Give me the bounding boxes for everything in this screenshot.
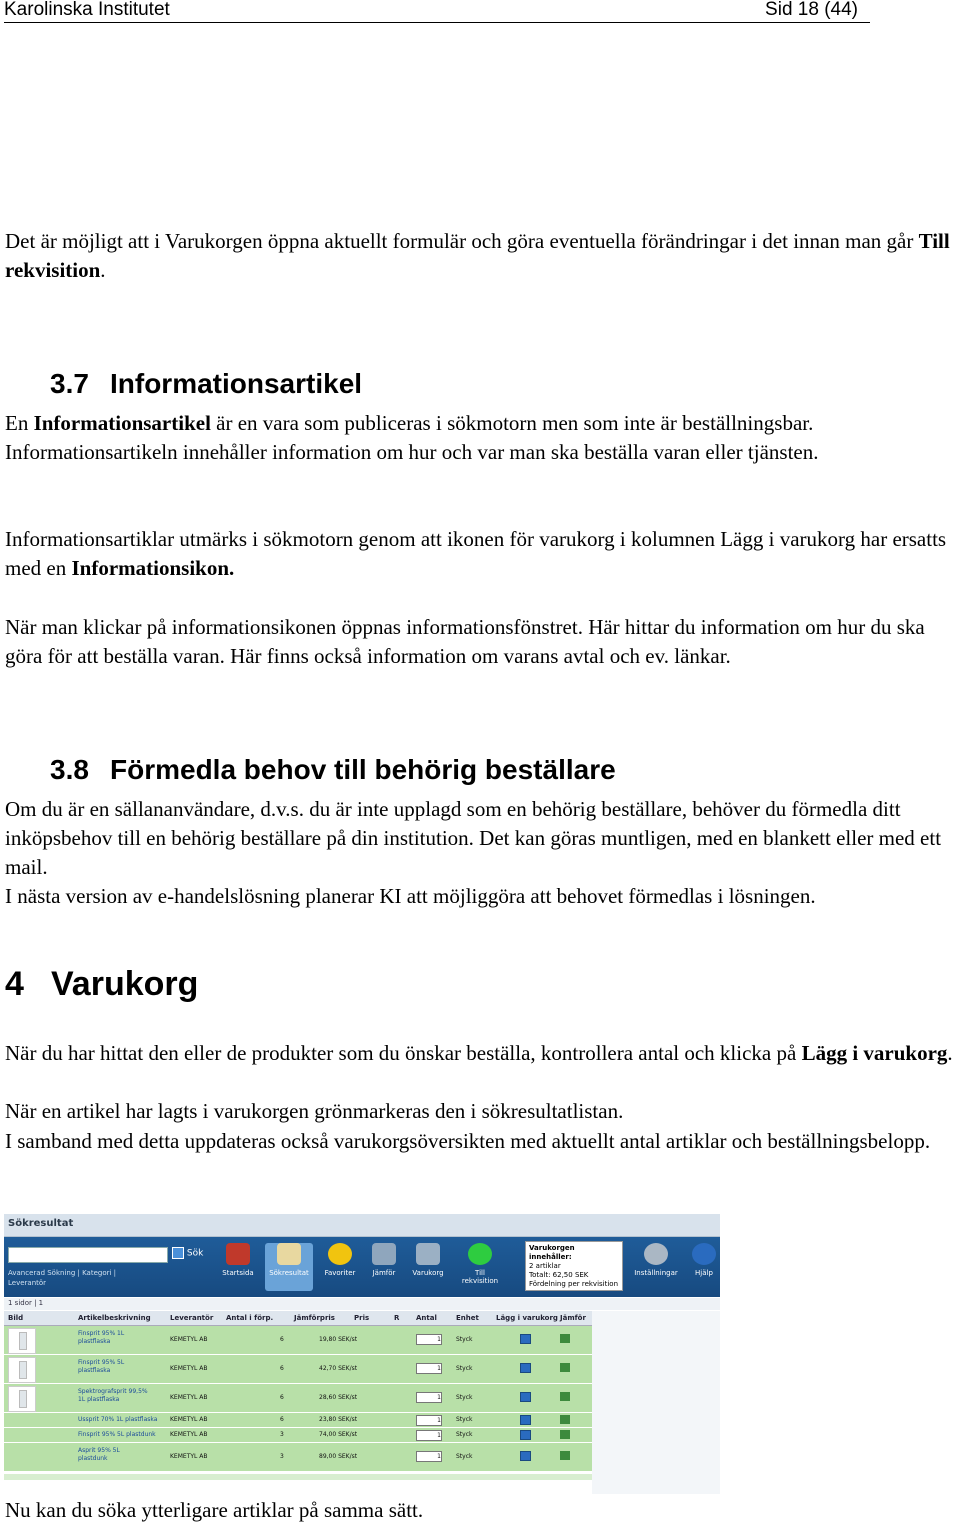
text: Det är möjligt att i Varukorgen öppna aktuellt formulär och göra eventuella förändringar i det innan man går <box>5 229 919 253</box>
nav-label: Favoriter <box>324 1269 356 1277</box>
nav-startsida[interactable] <box>214 1243 262 1277</box>
info-icon <box>692 1243 716 1265</box>
compare-icon[interactable] <box>560 1430 570 1439</box>
section-title: Informationsartikel <box>110 368 363 399</box>
paragraph-info-icon <box>5 525 955 583</box>
section-heading-3-8 <box>50 754 616 786</box>
col-jamforpris[interactable]: Jämförpris <box>294 1314 335 1322</box>
product-description[interactable]: Finsprit 95% 1L plastflaska <box>78 1330 125 1345</box>
supplier: KEMETYL AB <box>170 1336 208 1343</box>
product-image <box>8 1357 36 1383</box>
compare-icon[interactable] <box>560 1363 570 1372</box>
pack-size: 6 <box>280 1416 284 1423</box>
compare-icon[interactable] <box>560 1451 570 1460</box>
header-org: Karolinska Institutet <box>4 0 170 20</box>
bold-term: Lägg i varukorg <box>801 1041 948 1065</box>
product-description[interactable]: Finsprit 95% 5L plastflaska <box>78 1359 125 1374</box>
compare-price: 23,80 SEK/st <box>319 1416 358 1423</box>
add-to-cart-icon[interactable] <box>520 1363 531 1373</box>
paragraph-green-marked: När en artikel har lagts i varukorgen grönmarkeras den i sökresultatlistan. <box>5 1099 624 1123</box>
compare-price: 28,60 SEK/st <box>319 1394 358 1401</box>
product-description[interactable]: Ussprit 70% 1L plastflaska <box>78 1416 158 1423</box>
gear-icon <box>644 1243 668 1265</box>
col-lagg-i-varukorg: Lägg i varukorg <box>496 1314 558 1322</box>
chapter-title: Varukorg <box>51 965 199 1003</box>
pager-text[interactable]: 1 sidor | 1 <box>8 1299 44 1307</box>
add-to-cart-icon[interactable] <box>520 1451 531 1461</box>
unit: Styck <box>456 1431 473 1438</box>
table-row[interactable] <box>4 1326 592 1355</box>
pack-size: 6 <box>280 1394 284 1401</box>
col-antal-forp[interactable]: Antal i förp. <box>226 1314 274 1322</box>
nav-label: Inställningar <box>634 1269 678 1277</box>
cart-note: Fördelning per rekvisition <box>529 1280 619 1288</box>
quantity-input[interactable]: 1 <box>416 1415 442 1426</box>
compare-icon <box>372 1243 396 1265</box>
add-to-cart-icon[interactable] <box>520 1334 531 1344</box>
text: En <box>5 411 34 435</box>
table-row[interactable] <box>4 1413 592 1428</box>
pack-size: 6 <box>280 1365 284 1372</box>
side-panel <box>592 1311 720 1494</box>
col-r: R <box>394 1314 400 1322</box>
product-description[interactable]: Finsprit 95% 5L plastdunk <box>78 1431 156 1438</box>
paragraph-add-to-cart <box>5 1039 955 1068</box>
magnifier-icon <box>277 1243 301 1265</box>
unit: Styck <box>456 1416 473 1423</box>
add-to-cart-icon[interactable] <box>520 1415 531 1425</box>
product-description[interactable]: Spektrografsprit 99,5% 1L plastflaska <box>78 1388 148 1403</box>
unit: Styck <box>456 1394 473 1401</box>
nav-sokresultat[interactable] <box>265 1243 313 1291</box>
section-number: 3.8 <box>50 754 89 785</box>
star-icon <box>328 1243 352 1265</box>
compare-icon[interactable] <box>560 1392 570 1401</box>
text: . <box>947 1041 953 1065</box>
search-result-screenshot <box>4 1214 720 1494</box>
bold-till-rekvisition: Till rekvisition <box>5 229 950 282</box>
table-header <box>4 1311 592 1326</box>
nav-till-rekvisition[interactable] <box>456 1243 504 1285</box>
toolbar <box>4 1237 720 1297</box>
product-image <box>8 1328 36 1354</box>
section-title: Förmedla behov till behörig beställare <box>110 754 616 785</box>
home-icon <box>226 1243 250 1265</box>
supplier: KEMETYL AB <box>170 1453 208 1460</box>
quantity-input[interactable]: 1 <box>416 1334 442 1345</box>
paragraph-info-window: När man klickar på informationsikonen öppnas informationsfönstret. Här hittar du information om hur du ska göra för att beställa varan. Här finns också information om varans avtal och ev. länkar. <box>5 615 925 668</box>
nav-label: Startsida <box>222 1269 254 1277</box>
quantity-input[interactable]: 1 <box>416 1430 442 1441</box>
col-antal: Antal <box>416 1314 437 1322</box>
paragraph-occasional-user: Om du är en sällananvändare, d.v.s. du är inte upplagd som en behörig beställare, behöver du förmedla ditt inköpsbehov till en behörig beställare på din institution. Det kan göras muntligen, med en blankett eller med ett mail. <box>5 797 942 879</box>
search-button-label: Sök <box>186 1248 204 1259</box>
compare-icon[interactable] <box>560 1334 570 1343</box>
add-to-cart-icon[interactable] <box>520 1430 531 1440</box>
paragraph-next-version: I nästa version av e-handelslösning planerar KI att möjliggöra att behovet förmedlas i lösningen. <box>5 884 816 908</box>
nav-label: Till rekvisition <box>461 1269 499 1285</box>
search-icon <box>172 1247 184 1259</box>
col-bild: Bild <box>8 1314 24 1322</box>
play-icon <box>468 1243 492 1265</box>
paragraph-cart-update: I samband med detta uppdateras också varukorgsöversikten med aktuellt antal artiklar och beställningsbelopp. <box>5 1129 931 1153</box>
section-heading-3-7 <box>50 368 362 400</box>
text: Informationsartiklar utmärks i sökmotorn genom att ikonen för varukorg i kolumnen Lägg i varukorg har ersatts med en <box>5 527 947 580</box>
table-row[interactable] <box>4 1355 592 1384</box>
col-leverantor[interactable]: Leverantör <box>170 1314 214 1322</box>
chapter-heading-4 <box>5 965 198 1004</box>
window-title: Sökresultat <box>8 1218 74 1229</box>
bold-term: Informationsikon. <box>71 556 235 580</box>
cart-icon <box>416 1243 440 1265</box>
product-description[interactable]: Asprit 95% 5L plastdunk <box>78 1447 120 1462</box>
bold-term: Informationsartikel <box>33 411 211 435</box>
nav-favoriter[interactable] <box>316 1243 364 1277</box>
supplier: KEMETYL AB <box>170 1394 208 1401</box>
nav-label: Hjälp <box>695 1269 713 1277</box>
compare-price: 74,00 SEK/st <box>319 1431 358 1438</box>
cart-total: Totalt: 62,50 SEK <box>529 1271 589 1279</box>
table-row[interactable] <box>4 1428 592 1443</box>
unit: Styck <box>456 1336 473 1343</box>
col-artikel[interactable]: Artikelbeskrivning <box>78 1314 151 1322</box>
add-to-cart-icon[interactable] <box>520 1392 531 1402</box>
supplier: KEMETYL AB <box>170 1416 208 1423</box>
col-pris[interactable]: Pris <box>354 1314 370 1322</box>
pack-size: 6 <box>280 1336 284 1343</box>
paragraph-search-more: Nu kan du söka ytterligare artiklar på samma sätt. <box>5 1498 424 1522</box>
search-links[interactable]: Avancerad Sökning | Kategori | <box>8 1269 117 1277</box>
quantity-input[interactable]: 1 <box>416 1363 442 1374</box>
unit: Styck <box>456 1365 473 1372</box>
nav-hjalp[interactable] <box>680 1243 720 1277</box>
unit: Styck <box>456 1453 473 1460</box>
page-header <box>4 0 870 23</box>
compare-icon[interactable] <box>560 1415 570 1424</box>
quantity-input[interactable]: 1 <box>416 1451 442 1462</box>
supplier-link[interactable]: Leverantör <box>8 1279 47 1287</box>
pack-size: 3 <box>280 1453 284 1460</box>
table-row[interactable] <box>4 1384 592 1413</box>
paragraph-info-article <box>5 409 955 467</box>
pager <box>4 1298 720 1310</box>
cart-summary[interactable] <box>525 1241 623 1291</box>
col-jamfor: Jämför <box>560 1314 586 1322</box>
compare-price: 42,70 SEK/st <box>319 1365 358 1372</box>
col-enhet: Enhet <box>456 1314 479 1322</box>
compare-price: 19,80 SEK/st <box>319 1336 358 1343</box>
nav-installningar[interactable] <box>632 1243 680 1277</box>
compare-price: 89,00 SEK/st <box>319 1453 358 1460</box>
product-image <box>8 1386 36 1412</box>
text: När du har hittat den eller de produkter som du önskar beställa, kontrollera antal och klicka på <box>5 1041 802 1065</box>
supplier: KEMETYL AB <box>170 1365 208 1372</box>
nav-label: Jämför <box>372 1269 396 1277</box>
nav-label: Sökresultat <box>269 1269 309 1277</box>
nav-jamfor[interactable] <box>360 1243 408 1277</box>
nav-varukorg[interactable] <box>404 1243 452 1277</box>
table-empty-area <box>4 1474 592 1480</box>
cart-count: 2 artiklar <box>529 1262 561 1270</box>
supplier: KEMETYL AB <box>170 1431 208 1438</box>
window-title-bar <box>4 1214 720 1237</box>
pack-size: 3 <box>280 1431 284 1438</box>
table-row[interactable] <box>4 1443 592 1472</box>
text: . <box>100 258 106 282</box>
chapter-number: 4 <box>5 965 24 1003</box>
search-button[interactable] <box>172 1247 203 1259</box>
nav-label: Varukorg <box>412 1269 444 1277</box>
search-input[interactable] <box>8 1247 168 1263</box>
text: är en vara som publiceras i sökmotorn men som inte är beställningsbar. Informationsartikeln innehåller information om hur och var man ska beställa varan eller tjänsten. <box>5 411 819 464</box>
paragraph-varukorg-edit <box>5 227 955 285</box>
section-number: 3.7 <box>50 368 89 399</box>
cart-title: Varukorgen innehåller: <box>529 1244 575 1261</box>
header-page-number: Sid 18 (44) <box>765 0 858 20</box>
quantity-input[interactable]: 1 <box>416 1392 442 1403</box>
